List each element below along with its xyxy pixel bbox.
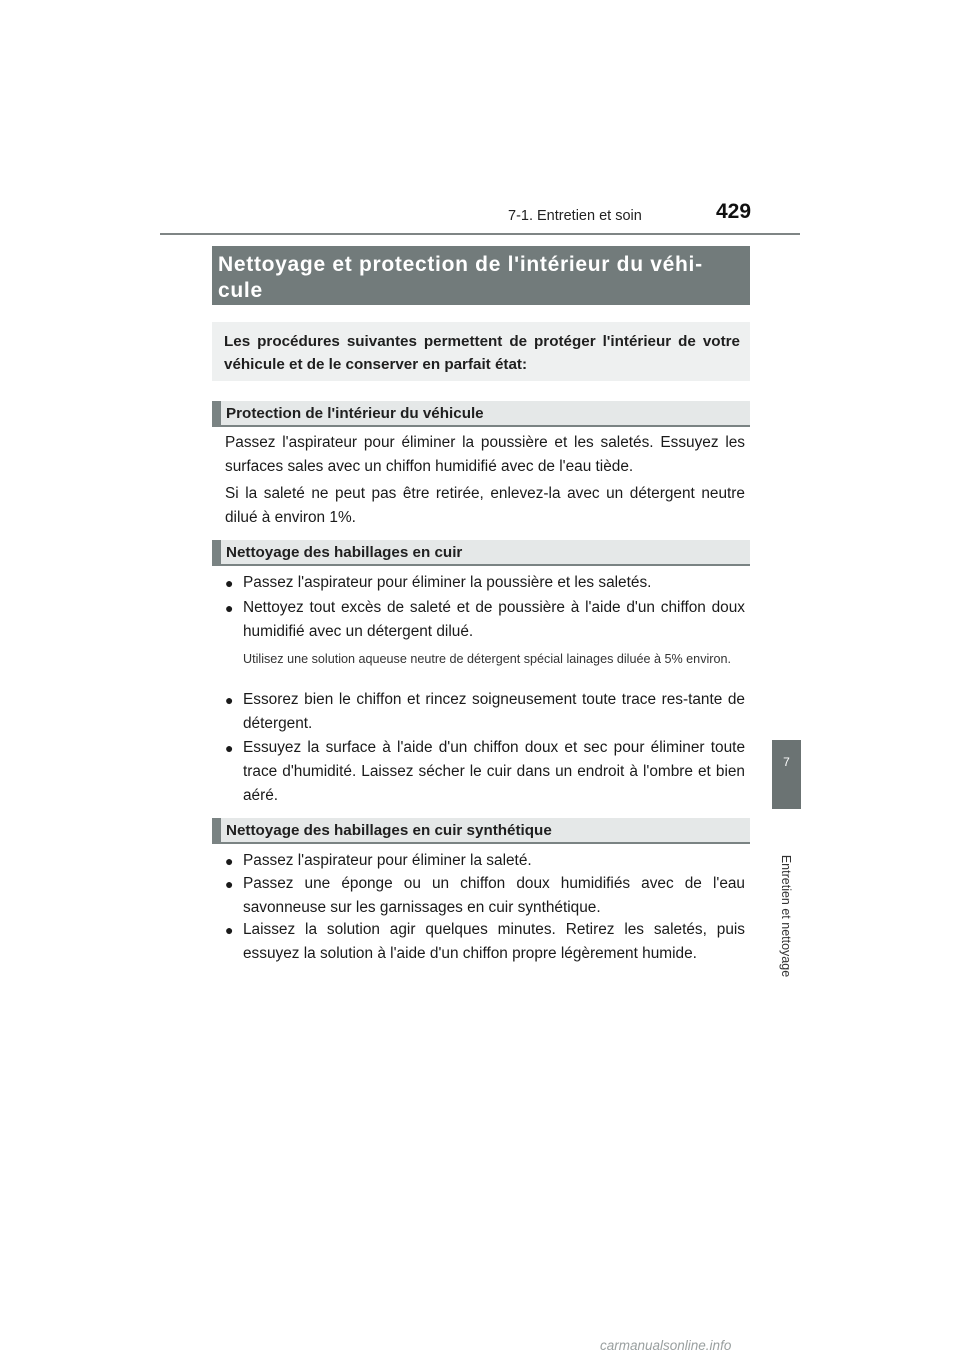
list-item	[225, 736, 745, 808]
list-item	[225, 918, 745, 966]
list-item-text: Laissez la solution agir quelques minutes. Retirez les saletés, puis essuyez la solution à l'aide d'un chiffon propre légèrement humide.	[243, 921, 745, 962]
watermark-text: carmanualsonline.info	[600, 1338, 732, 1353]
main-title-line-1: Nettoyage et protection de l'intérieur du véhi-	[218, 253, 703, 276]
list-item-text: Nettoyez tout excès de saleté et de poussière à l'aide d'un chiffon doux humidifié avec un détergent dilué.	[243, 599, 745, 640]
bullet-icon: ●	[225, 600, 234, 616]
section-heading-interior-protection: Protection de l'intérieur du véhicule	[226, 405, 484, 422]
main-title	[218, 252, 742, 304]
list-item-text: Passez l'aspirateur pour éliminer la saleté.	[243, 852, 532, 869]
list-item-text: Essorez bien le chiffon et rincez soigneusement toute trace res-tante de détergent.	[243, 691, 745, 732]
chapter-tab	[772, 740, 801, 809]
paragraph-neutral-detergent: Si la saleté ne peut pas être retirée, enlevez-la avec un détergent neutre dilué à environ 1%.	[225, 485, 745, 526]
bullet-icon: ●	[225, 740, 234, 756]
list-item-text: Passez l'aspirateur pour éliminer la poussière et les saletés.	[243, 574, 652, 591]
bullet-icon: ●	[225, 853, 234, 869]
bullet-icon: ●	[225, 575, 234, 591]
intro-text: Les procédures suivantes permettent de protéger l'intérieur de votre véhicule et de le conserver en parfait état:	[224, 333, 740, 373]
list-item-text: Passez une éponge ou un chiffon doux humidifiés avec de l'eau savonneuse sur les garnissages en cuir synthétique.	[243, 875, 745, 916]
header-divider	[160, 233, 800, 235]
section-heading-leather: Nettoyage des habillages en cuir	[226, 544, 463, 561]
list-item	[225, 688, 745, 736]
main-title-bar	[212, 246, 750, 305]
section-heading-synthetic-leather: Nettoyage des habillages en cuir synthétique	[226, 822, 552, 839]
paragraph-vacuum-wipe: Passez l'aspirateur pour éliminer la poussière et les saletés. Essuyez les surfaces sales avec un chiffon humidifié avec de l'eau tiède.	[225, 434, 745, 475]
list-item	[225, 596, 745, 644]
list-item-text: Essuyez la surface à l'aide d'un chiffon doux et sec pour éliminer toute trace d'humidité. Laissez sécher le cuir dans un endroit à l'ombre et bien aéré.	[243, 739, 745, 804]
section-heading-bar-synthetic-leather	[212, 818, 750, 844]
intro-box	[212, 322, 750, 381]
bullet-icon: ●	[225, 692, 234, 708]
list-item	[225, 571, 745, 595]
header-section-title: 7-1. Entretien et soin	[508, 208, 642, 224]
list-item	[225, 872, 745, 920]
list-item	[225, 849, 745, 873]
section-heading-bar-leather	[212, 540, 750, 566]
bullet-icon: ●	[225, 876, 234, 892]
chapter-side-label: Entretien et nettoyage	[779, 854, 793, 978]
chapter-tab-number: 7	[783, 755, 790, 769]
section-heading-bar-interior-protection	[212, 401, 750, 427]
bullet-icon: ●	[225, 922, 234, 938]
page-number: 429	[716, 200, 752, 223]
note-text: Utilisez une solution aqueuse neutre de détergent spécial lainages diluée à 5% environ.	[243, 652, 731, 666]
main-title-line-2: cule	[218, 279, 263, 302]
